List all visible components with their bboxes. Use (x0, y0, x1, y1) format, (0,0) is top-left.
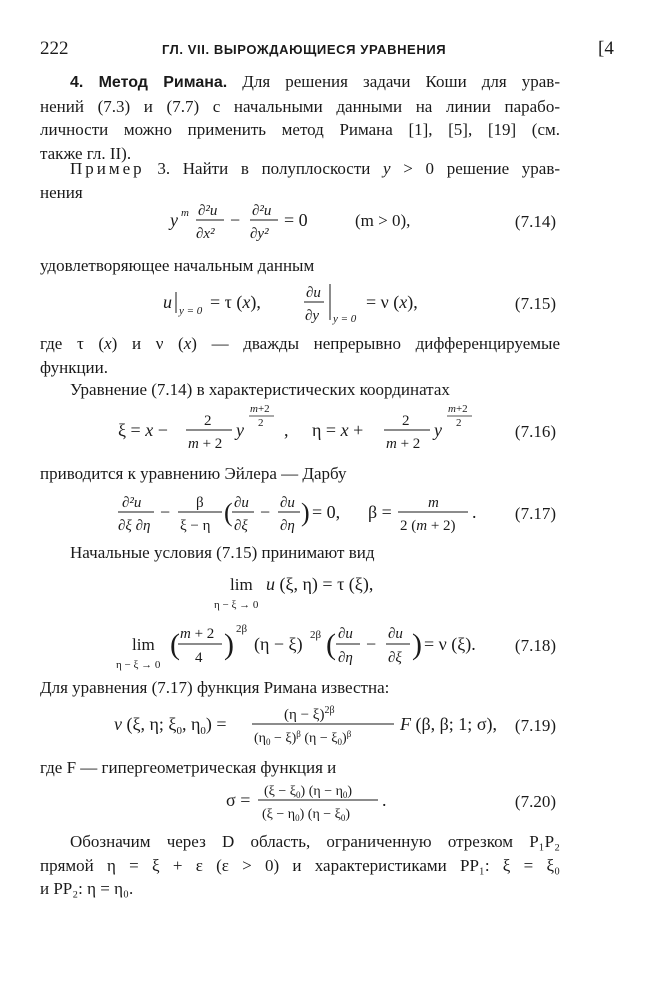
equation-number: (7.16) (514, 422, 556, 441)
svg-text:): ) (224, 628, 234, 661)
svg-text:y: y (170, 210, 178, 230)
svg-text:v (ξ, η; ξ0, η0) =: v (ξ, η; $\xi_0$, $\eta_0$) = (114, 714, 227, 737)
svg-text:−: − (366, 634, 377, 654)
svg-text:(η0 − ξ)β (η − ξ0)β: $(\eta_0 - \xi)^\beta$ $(\eta - \xi_0)^\beta$ (254, 729, 352, 747)
svg-text:y = 0: y = 0 (333, 313, 357, 325)
paragraph-initial-data: удовлетворяющее начальным данным (40, 256, 315, 275)
svg-text:2: 2 (402, 413, 410, 429)
equation-7-15 (0, 280, 651, 330)
svg-text:(η − ξ): (η − ξ) (254, 634, 303, 654)
svg-text:(η − ξ)2β: $(\eta - \xi)^{2\beta}$ (284, 705, 335, 723)
svg-text:= 0: = 0 (284, 210, 308, 230)
svg-text:∂ξ: ∂ξ (234, 518, 248, 534)
equation-number: (7.14) (514, 212, 556, 231)
svg-text:(: ( (224, 498, 233, 527)
svg-text:σ =: σ = (226, 790, 251, 810)
svg-text:−: − (160, 502, 171, 522)
svg-text:ξ = x −: ξ = x − (118, 420, 168, 440)
svg-text:= 0,: = 0, (312, 502, 341, 522)
svg-text:η − ξ → 0: η − ξ → 0 (116, 659, 161, 671)
svg-text:−: − (260, 502, 271, 522)
svg-text:∂²u: ∂²u (122, 495, 142, 511)
svg-text:): ) (412, 628, 422, 661)
equation-number: (7.17) (514, 504, 556, 523)
paragraph-functions: где τ (x) и ν (x) — дважды непрерывно дифференцируемые функции. (40, 334, 561, 377)
svg-text:lim: lim (132, 635, 155, 654)
svg-text:m + 2: m + 2 (386, 436, 421, 452)
svg-text:2β: 2β (310, 629, 322, 641)
equation-7-18 (0, 568, 651, 680)
svg-text:F (β, β; 1; σ),: F (β, β; 1; σ), (400, 714, 498, 734)
paragraph-example: Пример 3. Найти в полуплоскости y > 0 решение урав- нения (40, 159, 561, 202)
svg-text:∂ξ ∂η: ∂ξ ∂η (118, 518, 151, 534)
svg-text:u (ξ, η) = τ (ξ),: u (ξ, η) = τ (ξ), (266, 574, 374, 594)
svg-text:y: y (236, 420, 244, 440)
svg-text:∂u: ∂u (234, 495, 249, 511)
svg-text:.: . (382, 790, 387, 810)
paragraph-domain: Обозначим через D область, ограниченную отрезком P₁P₂ прямой η = ξ + ε (ε > 0) и характеристиками PP₁: ξ = ξ₀ и PP₂: η = η₀. (40, 832, 560, 898)
eq14-condition: (m > 0), (355, 211, 411, 230)
svg-text:y = 0: y = 0 (179, 305, 203, 317)
svg-text:= ν (x),: = ν (x), (366, 292, 418, 312)
svg-text:2: 2 (258, 417, 264, 429)
equation-number: (7.19) (514, 716, 556, 735)
paragraph-riemann-function: Для уравнения (7.17) функция Римана известна: (40, 678, 390, 697)
equation-number: (7.20) (514, 792, 556, 811)
equation-number: (7.18) (514, 636, 556, 655)
paragraph-characteristic: Уравнение (7.14) в характеристических координатах (70, 380, 450, 399)
svg-text:∂x²: ∂x² (196, 226, 215, 242)
svg-text:,: , (284, 420, 289, 440)
svg-text:∂ξ: ∂ξ (388, 650, 402, 666)
running-head: ГЛ. VII. ВЫРОЖДАЮЩИЕСЯ УРАВНЕНИЯ (162, 42, 447, 57)
svg-text:β =: β = (368, 502, 392, 522)
svg-text:∂²u: ∂²u (198, 203, 218, 219)
svg-text:m: m (181, 207, 189, 219)
svg-text:lim: lim (230, 575, 253, 594)
svg-text:2β: 2β (236, 623, 248, 635)
svg-text:2 (m + 2): 2 (m + 2) (400, 518, 456, 534)
svg-text:∂η: ∂η (338, 650, 353, 666)
svg-text:ξ − η: ξ − η (180, 518, 211, 534)
svg-text:(ξ − ξ0) (η − η0): $(\xi - \xi_0)$ $(\eta - \eta_0)$ (264, 784, 353, 800)
svg-text:∂y: ∂y (305, 308, 320, 324)
svg-text:(: ( (326, 628, 336, 661)
svg-text:2: 2 (204, 413, 212, 429)
equation-7-14 (0, 198, 651, 248)
svg-text:m + 2: m + 2 (188, 436, 223, 452)
svg-text:∂η: ∂η (280, 518, 295, 534)
svg-text:= ν (ξ).: = ν (ξ). (424, 634, 476, 654)
equation-7-20 (0, 778, 651, 828)
svg-text:(ξ − η0) (η − ξ0): $(\xi - \eta_0)$ $(\eta - \xi_0)$ (262, 807, 351, 823)
svg-text:2: 2 (456, 417, 462, 429)
svg-text:): ) (301, 498, 310, 527)
paragraph-hypergeometric: где F — гипергеометрическая функция и (40, 758, 337, 777)
page-number: 222 (40, 38, 69, 59)
equation-7-19 (0, 702, 651, 752)
svg-text:m + 2: m + 2 (180, 626, 215, 642)
svg-text:m+2: m+2 (250, 403, 270, 415)
svg-text:∂u: ∂u (280, 495, 295, 511)
svg-text:m: m (428, 495, 439, 511)
svg-text:u: u (163, 292, 172, 312)
svg-text:(: ( (170, 628, 180, 661)
section-heading: 4. Метод Римана. (70, 74, 228, 91)
paragraph-initial-conditions: Начальные условия (7.15) принимают вид (70, 543, 375, 562)
svg-text:∂²u: ∂²u (252, 203, 272, 219)
equation-7-16 (0, 402, 651, 452)
svg-text:∂u: ∂u (306, 285, 321, 301)
svg-text:∂u: ∂u (388, 626, 403, 642)
section-mark: [4 (598, 38, 614, 59)
svg-text:∂y²: ∂y² (250, 226, 269, 242)
svg-text:m+2: m+2 (448, 403, 468, 415)
svg-text:.: . (472, 502, 477, 522)
equation-7-17 (0, 490, 651, 540)
equation-number: (7.15) (514, 294, 556, 313)
svg-text:= τ (x),: = τ (x), (210, 292, 261, 312)
svg-text:−: − (230, 210, 241, 230)
svg-text:∂u: ∂u (338, 626, 353, 642)
svg-text:4: 4 (195, 650, 203, 666)
paragraph-euler-darboux: приводится к уравнению Эйлера — Дарбу (40, 464, 347, 483)
svg-text:η = x +: η = x + (312, 420, 364, 440)
svg-text:β: β (196, 495, 204, 511)
paragraph-riemann-method: 4. Метод Римана. Для решения задачи Коши для урав- нений (7.3) и (7.7) с начальными данными на линии парабо- личности можно применить метод Римана [1], [5], [19] (см. также гл. II). (40, 72, 560, 163)
svg-text:y: y (434, 420, 442, 440)
svg-text:η − ξ → 0: η − ξ → 0 (214, 599, 259, 611)
